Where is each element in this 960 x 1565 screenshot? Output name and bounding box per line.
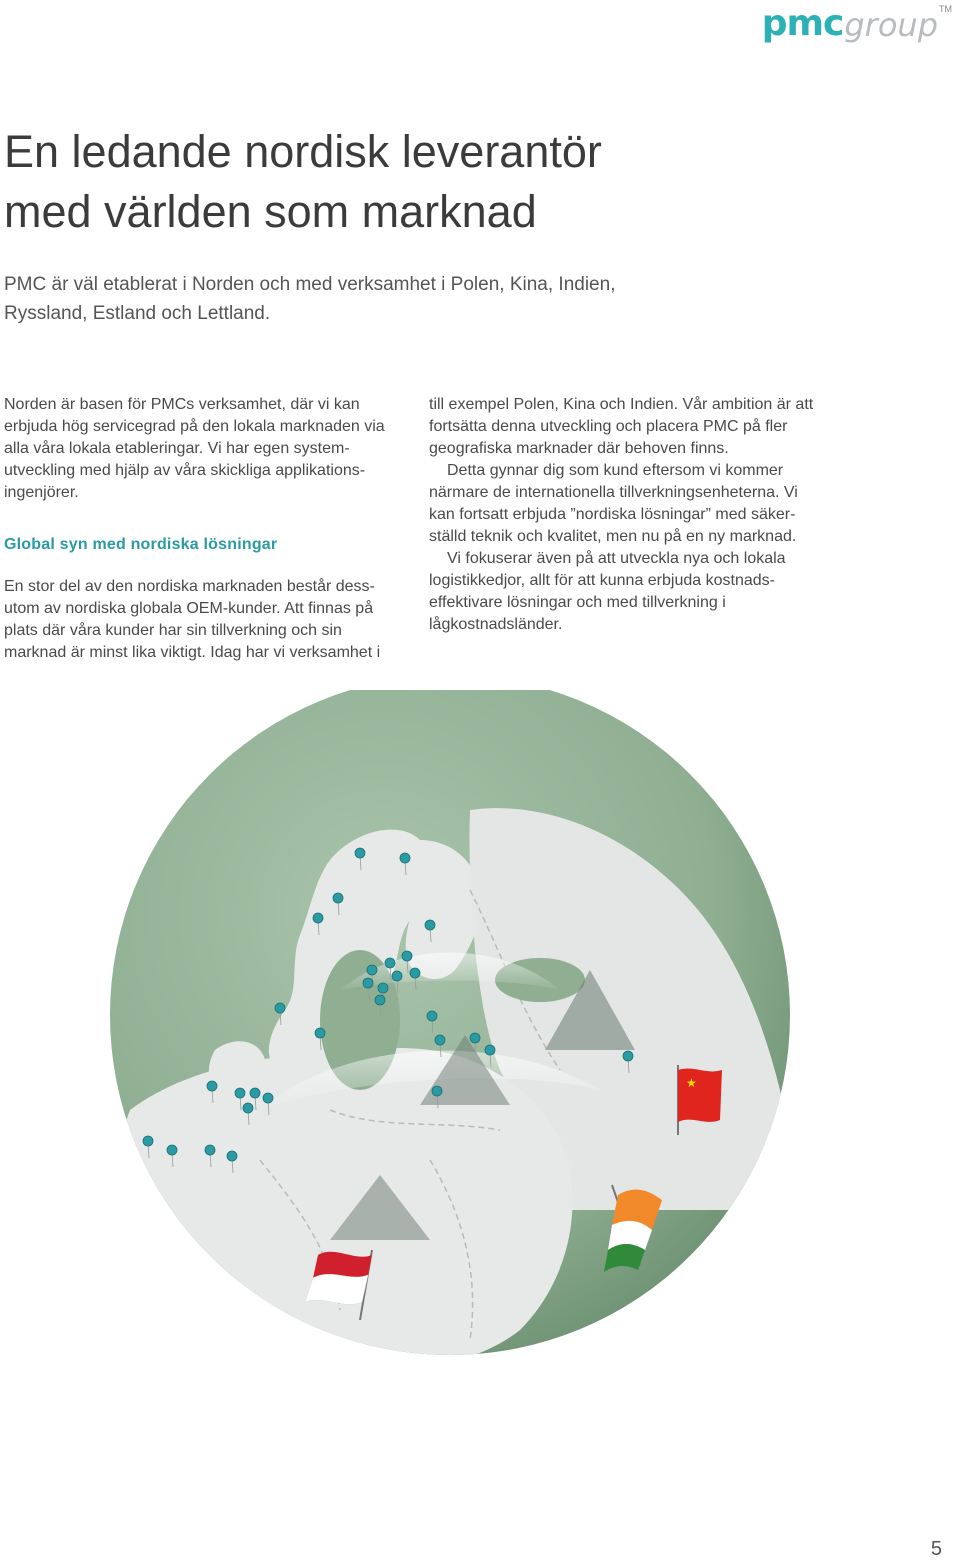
right-paragraph-1: till exempel Polen, Kina och Indien. Vår ambition är att fortsätta denna utveckling och placera PMC på fler geografiska marknader där behoven finns. xyxy=(429,396,814,457)
left-paragraph-1: Norden är basen för PMCs verksamhet, där vi kan erbjuda hög servicegrad på den lokala marknaden via alla våra lokala etableringar. Vi har egen system-utveckling med hjälp av våra skickliga applikations-ingenjörer. xyxy=(4,396,385,501)
right-paragraph-2: Detta gynnar dig som kund eftersom vi kommer närmare de internationella tillverkningsenheterna. Vi kan fortsatt erbjuda ”nordiska lösningar” med säker-ställd teknik och kvalitet, men nu på en ny marknad. xyxy=(429,462,798,545)
left-column xyxy=(4,394,394,664)
globe-svg xyxy=(0,690,960,1410)
logo-trademark: TM xyxy=(939,4,952,14)
svg-text:★: ★ xyxy=(686,1076,697,1090)
page-title-line-2: med världen som marknad xyxy=(4,186,537,237)
lead-paragraph: PMC är väl etablerat i Norden och med verksamhet i Polen, Kina, Indien, Ryssland, Estland och Lettland. xyxy=(4,274,616,324)
pmcgroup-logo xyxy=(762,0,952,44)
globe-map xyxy=(0,690,960,1410)
logo-suffix: group xyxy=(844,6,938,44)
section-heading: Global syn med nordiska lösningar xyxy=(4,536,278,553)
page-title xyxy=(4,122,602,242)
logo-brand: pmc xyxy=(761,3,844,44)
page-number: 5 xyxy=(930,1538,942,1560)
right-column xyxy=(429,394,824,636)
page-title-line-1: En ledande nordisk leverantör xyxy=(4,126,602,177)
right-paragraph-3: Vi fokuserar även på att utveckla nya och lokala logistikkedjor, allt för att kunna erbjuda kostnads-effektivare lösningar och med tillverkning i lågkostnadsländer. xyxy=(429,550,786,633)
left-paragraph-2: En stor del av den nordiska marknaden består dess-utom av nordiska globala OEM-kunder. Att finnas på plats där våra kunder har sin tillverkning och sin marknad är minst lika viktigt. Idag har vi verksamhet i xyxy=(4,578,381,661)
